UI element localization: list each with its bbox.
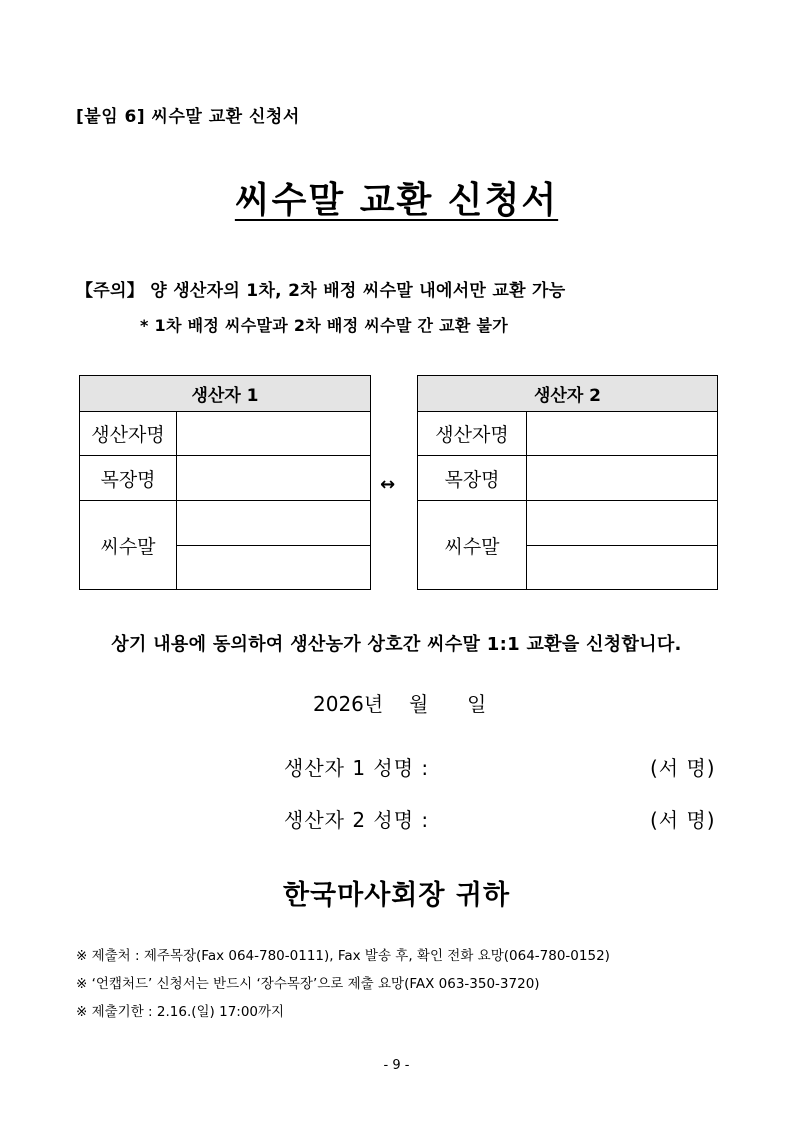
notice-sub: * 1차 배정 씨수말과 2차 배정 씨수말 간 교환 불가 [140,316,508,335]
producer-2-stallion-field-2[interactable] [527,546,718,590]
producer-1-table [79,375,371,590]
date-day: 일 [467,692,487,716]
signature-1-label: 생산자 1 성명 : [284,756,430,780]
page-title [0,172,793,223]
producer-1-stallion-field-2[interactable] [177,546,371,590]
producer-2-header: 생산자 2 [418,376,718,412]
agreement-statement: 상기 내용에 동의하여 생산농가 상호간 씨수말 1:1 교환을 신청합니다. [111,634,682,655]
producer-2-table [417,375,718,590]
signature-2-label: 생산자 2 성명 : [284,808,430,832]
signature-2-mark: (서 명) [650,808,716,832]
signature-1-mark: (서 명) [650,756,716,780]
attachment-label: [붙임 6] 씨수말 교환 신청서 [76,107,300,127]
producer-1-farm-label: 목장명 [80,456,177,501]
producer-2-farm-field[interactable] [527,456,718,501]
exchange-arrow-icon: ↔ [380,474,396,495]
notice-main: 【주의】 양 생산자의 1차, 2차 배정 씨수말 내에서만 교환 가능 [76,281,566,301]
producer-1-farm-field[interactable] [177,456,371,501]
producer-1-stallion-field-1[interactable] [177,501,371,546]
producer-2-stallion-field-1[interactable] [527,501,718,546]
date-year: 2026년 [313,692,384,716]
note-submission: ※ 제출처 : 제주목장(Fax 064-780-0111), Fax 발송 후, 확인 전화 요망(064-780-0152) [76,948,610,964]
producer-2-name-label: 생산자명 [418,412,527,456]
producer-1-header: 생산자 1 [80,376,371,412]
producer-1-name-field[interactable] [177,412,371,456]
producer-1-stallion-label: 씨수말 [80,501,177,590]
producer-1-name-label: 생산자명 [80,412,177,456]
producer-2-name-field[interactable] [527,412,718,456]
producer-2-farm-label: 목장명 [418,456,527,501]
producer-2-stallion-label: 씨수말 [418,501,527,590]
page-title-text: 씨수말 교환 신청서 [234,180,559,221]
page-number: - 9 - [383,1058,410,1073]
recipient: 한국마사회장 귀하 [282,880,511,911]
note-uncaptured: ※ ‘언캡처드’ 신청서는 반드시 ‘장수목장’으로 제출 요망(FAX 063-350-3720) [76,976,540,992]
note-deadline: ※ 제출기한 : 2.16.(일) 17:00까지 [76,1004,285,1020]
date-month: 월 [409,692,429,716]
